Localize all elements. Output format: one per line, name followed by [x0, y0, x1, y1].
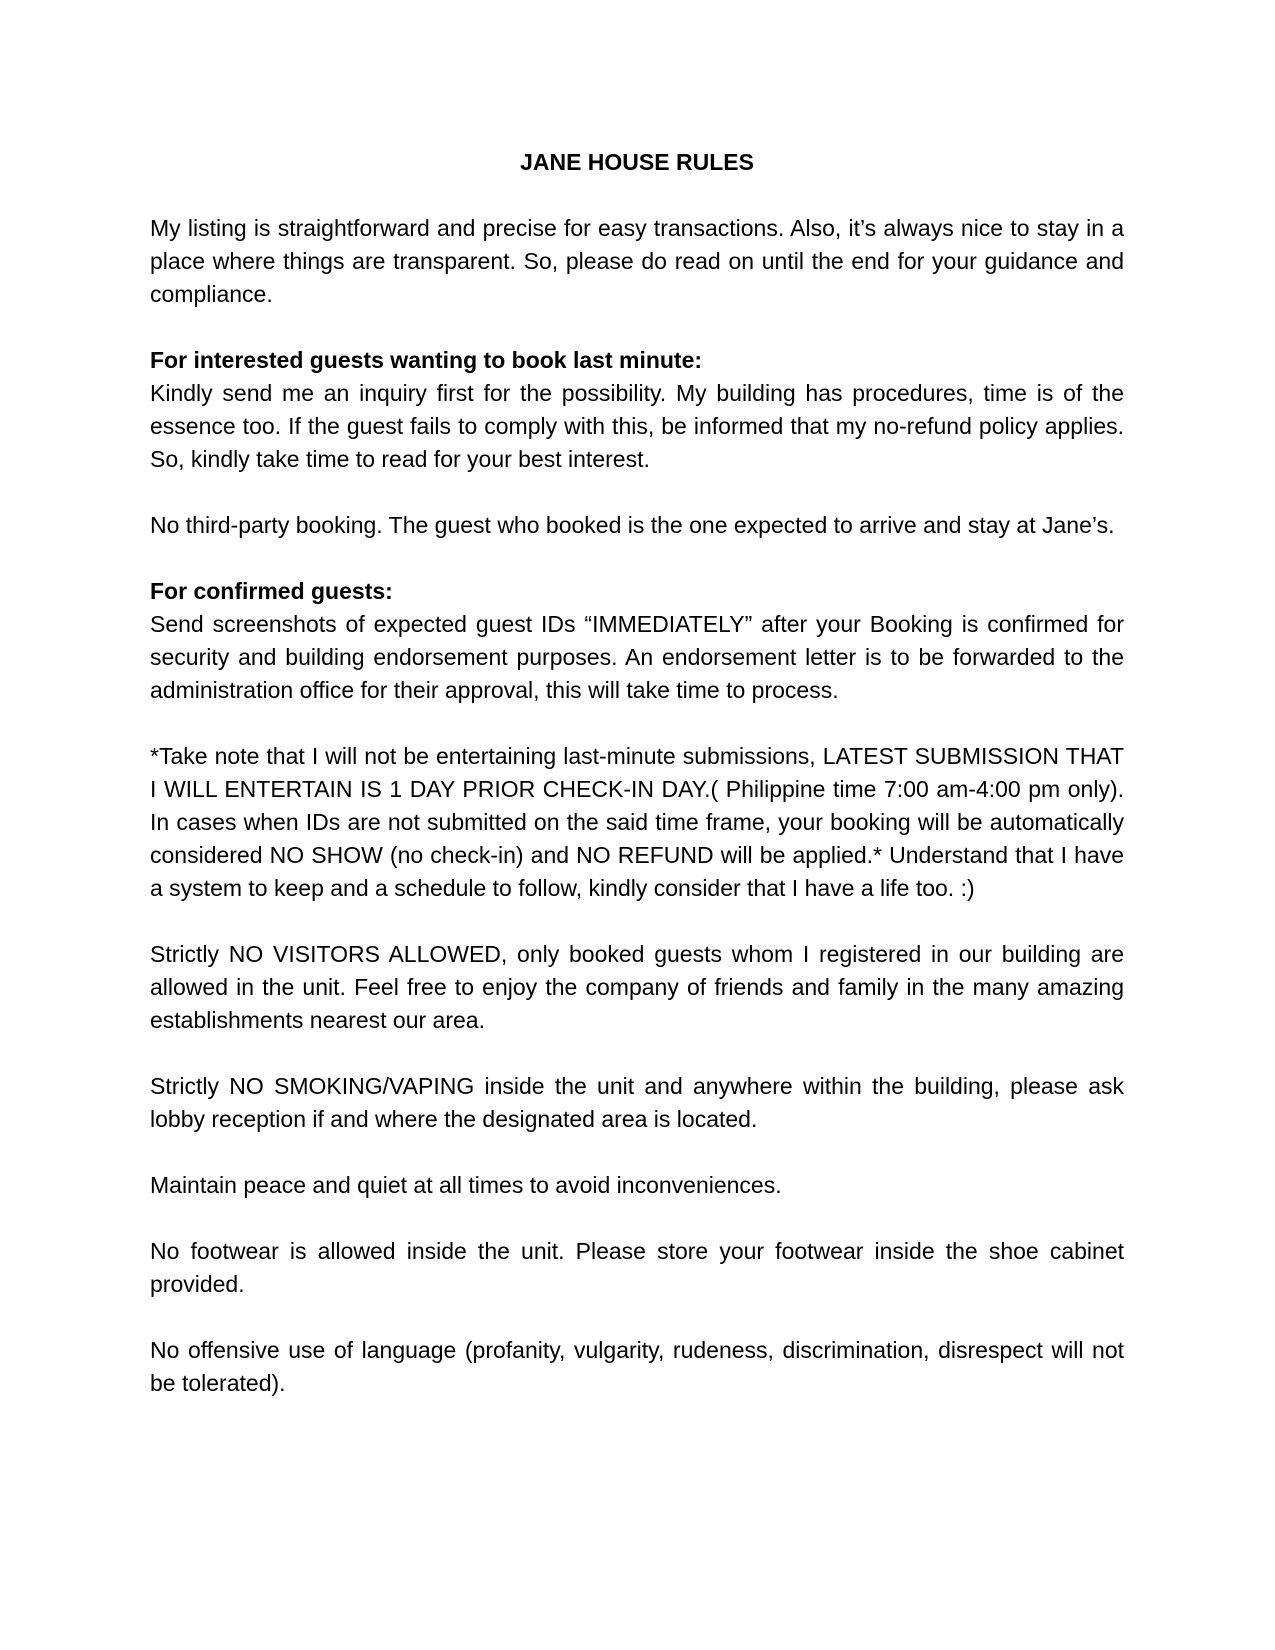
confirmed-guests-paragraph: Send screenshots of expected guest IDs “IMMEDIATELY” after your Booking is confirmed for security and building endorsement purposes. An endorsement letter is to be forwarded to the administration office for their approval, this will take time to process. — [150, 611, 1124, 703]
last-minute-section — [150, 344, 1124, 476]
third-party-paragraph: No third-party booking. The guest who booked is the one expected to arrive and stay at Jane’s. — [150, 512, 1115, 538]
footwear-paragraph: No footwear is allowed inside the unit. Please store your footwear inside the shoe cabinet provided. — [150, 1238, 1124, 1297]
last-minute-paragraph: Kindly send me an inquiry first for the possibility. My building has procedures, time is of the essence too. If the guest fails to comply with this, be informed that my no-refund policy applies. So, kindly take time to read for your best interest. — [150, 380, 1124, 472]
last-minute-heading: For interested guests wanting to book last minute: — [150, 347, 703, 373]
language-paragraph: No offensive use of language (profanity, vulgarity, rudeness, discrimination, disrespect will not be tolerated). — [150, 1337, 1124, 1396]
no-smoking-paragraph: Strictly NO SMOKING/VAPING inside the unit and anywhere within the building, please ask lobby reception if and where the designated area is located. — [150, 1073, 1124, 1132]
no-visitors-paragraph: Strictly NO VISITORS ALLOWED, only booked guests whom I registered in our building are allowed in the unit. Feel free to enjoy the company of friends and family in the many amazing establishments nearest our area. — [150, 941, 1124, 1033]
document-title: JANE HOUSE RULES — [520, 149, 754, 175]
document-body — [150, 146, 1124, 1400]
intro-paragraph: My listing is straightforward and precise for easy transactions. Also, it’s always nice to stay in a place where things are transparent. So, please do read on until the end for your guidance and compliance. — [150, 215, 1124, 307]
take-note-paragraph: *Take note that I will not be entertaining last-minute submissions, LATEST SUBMISSION THAT I WILL ENTERTAIN IS 1 DAY PRIOR CHECK-IN DAY.( Philippine time 7:00 am-4:00 pm only). In cases when IDs are not submitted on the said time frame, your booking will be automatically considered NO SHOW (no check-in) and NO REFUND will be applied.* Understand that I have a system to keep and a schedule to follow, kindly consider that I have a life too. :) — [150, 743, 1124, 901]
quiet-paragraph: Maintain peace and quiet at all times to avoid inconveniences. — [150, 1172, 782, 1198]
confirmed-guests-heading: For confirmed guests: — [150, 578, 393, 604]
confirmed-guests-section — [150, 575, 1124, 707]
